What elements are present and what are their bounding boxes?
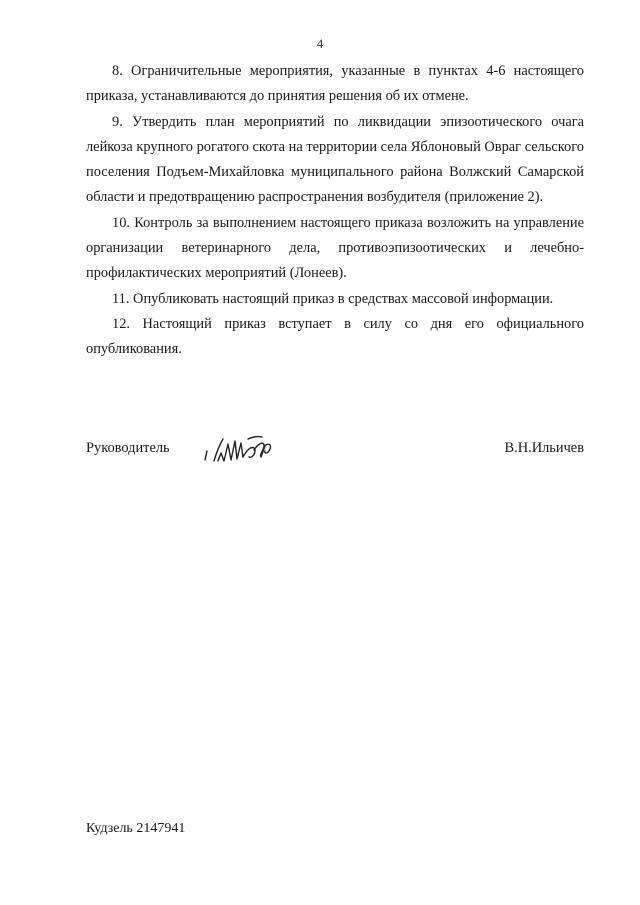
paragraph-9: 9. Утвердить план мероприятий по ликвидации эпизоотического очага лейкоза крупного рогатого скота на территории села Яблоновый Овраг сельского поселения Подъем-Михайловка муниципального района Волжский Самарской области и предотвращению распространения возбудителя (приложение 2). [86,113,584,206]
paragraph-10: 10. Контроль за выполнением настоящего приказа возложить на управление организации ветеринарного дела, противоэпизоотических и лечебно-профилактических мероприятий (Лонеев). [86,214,584,282]
handwritten-signature-icon [202,430,288,473]
paragraph-12: 12. Настоящий приказ вступает в силу со дня его официального опубликования. [86,315,584,358]
signatory-name: В.Н.Ильичев [504,440,584,456]
paragraph-8: 8. Ограничительные мероприятия, указанные в пунктах 4-6 настоящего приказа, устанавливаются до принятия решения об их отмене. [86,63,584,105]
signature-block [86,436,584,466]
executor-contact: Кудзель 2147941 [86,821,186,836]
signatory-title: Руководитель [86,440,170,456]
document-body [86,59,584,363]
paragraph-11: 11. Опубликовать настоящий приказ в средствах массовой информации. [112,290,554,307]
page-number: 4 [316,36,324,51]
